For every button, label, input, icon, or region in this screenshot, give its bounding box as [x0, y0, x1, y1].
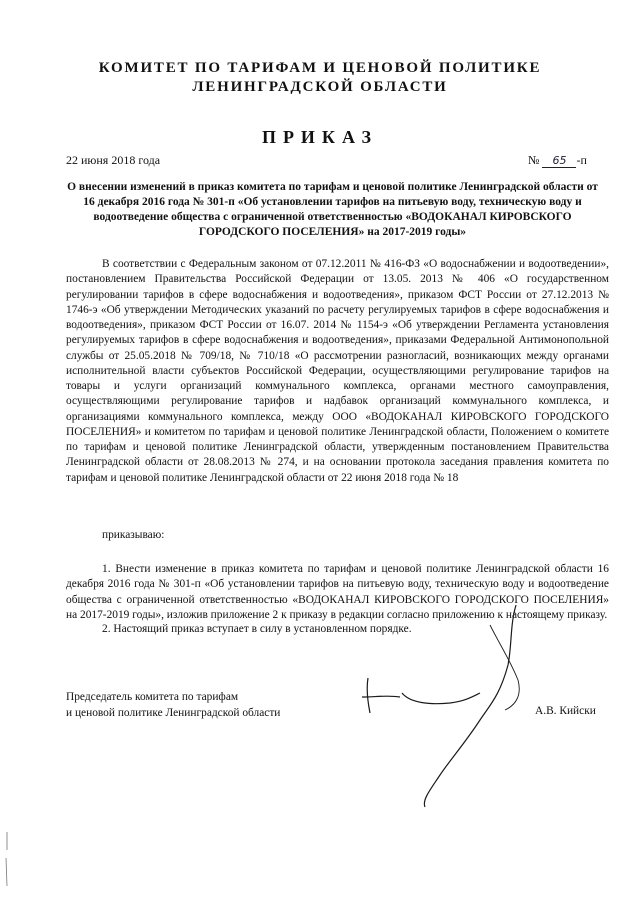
- document-title: ПРИКАЗ: [261, 127, 379, 147]
- order-word: приказываю:: [102, 529, 165, 541]
- organization-name-line2: ЛЕНИНГРАДСКОЙ ОБЛАСТИ: [192, 79, 448, 95]
- handwritten-number: 65: [542, 154, 576, 168]
- document-date: 22 июня 2018 года: [66, 153, 161, 167]
- signatory-name: А.В. Кийски: [535, 705, 596, 717]
- handwritten-signature: [340, 585, 560, 815]
- document-number: [528, 153, 587, 168]
- number-suffix: -п: [576, 153, 587, 167]
- signatory-position-line2: и ценовой политике Ленинградской области: [66, 706, 281, 719]
- document-subject: О внесении изменений в приказ комитета по тарифам и ценовой политике Ленинградской области от 16 декабря 2016 года № 301-п «Об установлении тарифов на питьевую воду, техническую воду и водоотведение общества с ограниченной ответственностью «ВОДОКАНАЛ КИРОВСКОГО ГОРОДСКОГО ПОСЕЛЕНИЯ» на 2017-2019 годы»: [67, 181, 598, 238]
- order-item-1: 1. Внести изменение в приказ комитета по тарифам и ценовой политике Ленинградской области 16 декабря 2016 года № 301-п «Об установлении тарифов на питьевую воду, техническую воду и водоотведение общества с ограниченной ответственностью «ВОДОКАНАЛ КИРОВСКОГО ГОРОДСКОГО ПОСЕЛЕНИЯ» на 2017-2019 годы», изложив приложение 2 к приказу в редакции согласно приложению к настоящему приказу.: [66, 563, 609, 621]
- order-item-2: 2. Настоящий приказ вступает в силу в установленном порядке.: [102, 623, 412, 635]
- organization-name-line1: КОМИТЕТ ПО ТАРИФАМ И ЦЕНОВОЙ ПОЛИТИКЕ: [98, 60, 542, 76]
- number-sign: №: [528, 153, 540, 167]
- signatory-position: [66, 690, 280, 721]
- signatory-position-line1: Председатель комитета по тарифам: [66, 691, 239, 703]
- preamble-paragraph: В соответствии с Федеральным законом от 07.12.2011 № 416-ФЗ «О водоснабжении и водоотведении», постановлением Правительства Российской Федерации от 13.05. 2013 № 406 «О государственном регулировании тарифов в сфере водоснабжения и водоотведения», приказом ФСТ России от 27.12.2013 № 1746-э «Об утверждении Методических указаний по расчету регулируемых тарифов в сфере водоснабжения и водоотведения», приказом ФСТ России от 16.07. 2014 № 1154-э «Об утверждении Регламента установления регулируемых тарифов в сфере водоснабжения и водоотведения», приказами Федеральной Антимонопольной службы от 25.05.2018 № 709/18, № 710/18 «О рассмотрении разногласий, возникающих между органами исполнительной власти субъектов Российской Федерации, осуществляющими регулирование тарифов на товары и услуги организаций коммунального комплекса, органами местного самоуправления, осуществляющими регулирование тарифов и надбавок организаций коммунального комплекса, и организациями коммунального комплекса, между ООО «ВОДОКАНАЛ КИРОВСКОГО ГОРОДСКОГО ПОСЕЛЕНИЯ» и комитетом по тарифам и ценовой политике Ленинградской области, Положением о комитете по тарифам и ценовой политике Ленинградской области, утвержденным постановлением Правительства Ленинградской области от 28.08.2013 № 274, и на основании протокола заседания правления комитета по тарифам и ценовой политике Ленинградской области от 22 июня 2018 года № 18: [66, 258, 609, 484]
- margin-mark: [2, 830, 12, 890]
